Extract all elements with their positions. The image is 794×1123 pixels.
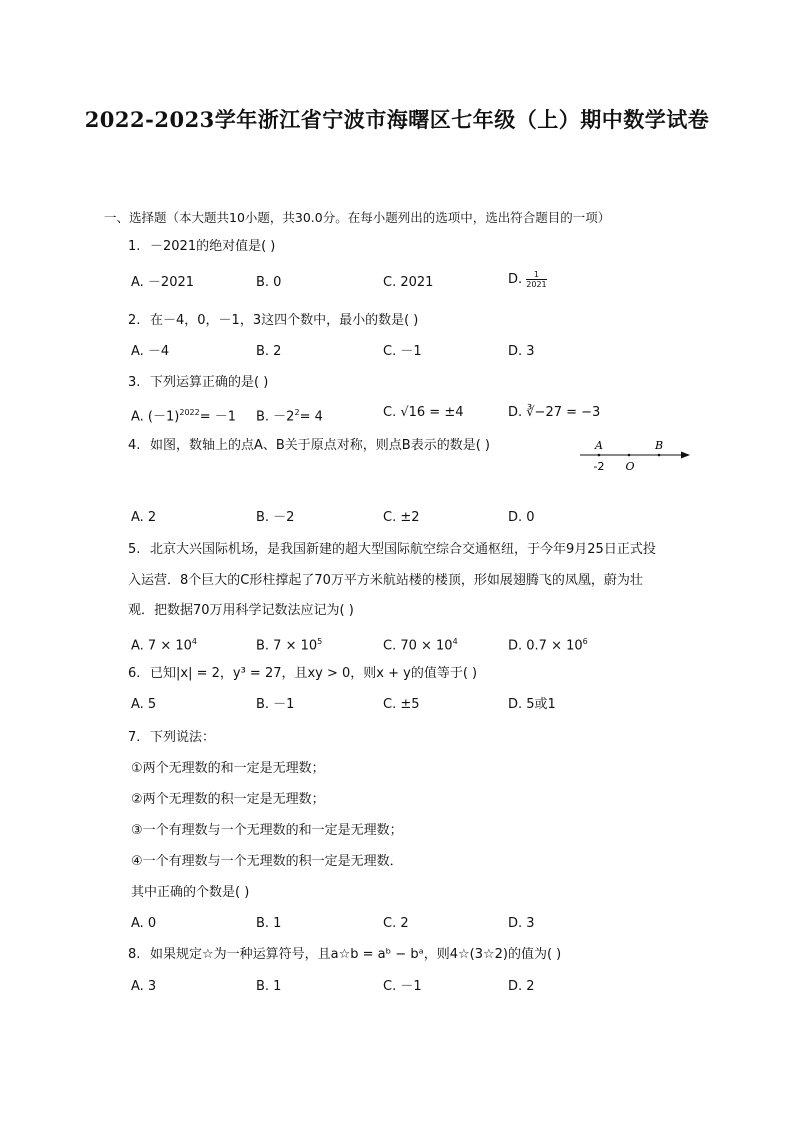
option-a-result: = －1	[199, 409, 237, 425]
option-a-base: A. 7 × 10	[131, 638, 192, 654]
question-stem: 已知|x| = 2，y³ = 27，且xy > 0，则x + y的值等于( )	[150, 666, 478, 681]
question-number: 1.	[128, 239, 141, 254]
option-d	[508, 270, 547, 289]
question-stem-line-3: 观．把数据70万用科学记数法应记为( )	[128, 603, 354, 618]
option-a: A. 0	[131, 916, 157, 931]
statement-3: ③一个有理数与一个无理数的和一定是无理数；	[131, 823, 403, 838]
option-d: D. 2	[508, 979, 535, 994]
point-a-dot	[598, 454, 601, 457]
question-number: 2.	[128, 313, 141, 328]
option-c: C. 2021	[383, 275, 434, 290]
option-b: B. 0	[256, 275, 282, 290]
question-number: 8.	[128, 947, 141, 962]
question-number: 7.	[128, 730, 141, 745]
arrow-head-icon	[681, 452, 690, 459]
question-stem: 在－4，0，－1，3这四个数中，最小的数是( )	[150, 313, 419, 328]
option-b-result: = 4	[299, 409, 323, 425]
question-5	[128, 541, 656, 559]
option-b: B. 2	[256, 344, 282, 359]
question-8	[128, 946, 561, 964]
origin-dot	[628, 454, 631, 457]
option-b-base: B. 7 × 10	[256, 638, 318, 654]
option-b: B. －2	[256, 510, 295, 525]
point-a-label: A	[595, 439, 603, 452]
fraction-denominator: 2021	[526, 280, 547, 289]
question-stem: 下列说法：	[150, 730, 216, 745]
option-b: B. －1	[256, 697, 295, 712]
option-c: C. －1	[383, 344, 422, 359]
option-d: D. 3	[508, 344, 535, 359]
question-stem: －2021的绝对值是( )	[150, 239, 276, 254]
option-a	[131, 404, 236, 426]
point-b-label: B	[654, 439, 664, 452]
option-c: C. －1	[383, 979, 422, 994]
option-a: A. 5	[131, 697, 157, 712]
option-b-base: B. －2	[256, 409, 295, 425]
option-d: D. 3	[508, 916, 535, 931]
option-a: A. －4	[131, 344, 170, 359]
statement-1: ①两个无理数的和一定是无理数；	[131, 761, 325, 776]
question-stem: 如果规定☆为一种运算符号，且a☆b = aᵇ − bᵃ，则4☆(3☆2)的值为( )	[150, 947, 562, 962]
option-c: C. ±5	[383, 697, 420, 712]
option-b: B. 1	[256, 979, 282, 994]
question-7	[128, 729, 215, 747]
option-b: B. 1	[256, 916, 282, 931]
question-stem: 如图，数轴上的点A、B关于原点对称，则点B表示的数是( )	[150, 438, 491, 453]
origin-label: O	[625, 460, 635, 473]
question-stem-line-2: 入运营．8个巨大的C形柱撑起了70万平方米航站楼的楼顶，形如展翅腾飞的凤凰，蔚为壮	[128, 573, 643, 588]
question-1	[128, 238, 275, 256]
option-d-prefix: D.	[508, 272, 527, 287]
question-number: 4.	[128, 438, 141, 453]
option-c: C. 2	[383, 916, 409, 931]
question-number: 5.	[128, 542, 141, 557]
question-stem-line-1: 北京大兴国际机场，是我国新建的超大型国际航空综合交通枢纽，于今年9月25日正式投	[150, 542, 656, 557]
question-6	[128, 665, 477, 683]
statement-4: ④一个有理数与一个无理数的积一定是无理数．	[131, 854, 403, 869]
option-d: D. 5或1	[508, 697, 556, 712]
point-b-dot	[658, 454, 661, 457]
statement-2: ②两个无理数的积一定是无理数；	[131, 792, 325, 807]
option-a: A. 3	[131, 979, 157, 994]
exponent: 4	[191, 637, 197, 646]
question-2	[128, 312, 418, 330]
option-c: C. ±2	[383, 510, 420, 525]
question-stem: 下列运算正确的是( )	[150, 375, 269, 390]
option-c	[383, 633, 458, 655]
option-b	[256, 404, 323, 426]
exponent: 5	[317, 637, 323, 646]
section-heading: 一、选择题（本大题共10小题，共30.0分。在每小题列出的选项中，选出符合题目的一项）	[104, 210, 611, 225]
number-line-figure	[578, 436, 694, 476]
option-d: D. ∛−27 = −3	[508, 405, 601, 420]
question-4	[128, 437, 490, 455]
exponent: 4	[452, 637, 458, 646]
option-a: A. 2	[131, 510, 157, 525]
option-d: D. 0	[508, 510, 535, 525]
option-d-base: D. 0.7 × 10	[508, 638, 583, 654]
option-a-base: A. (－1)	[131, 409, 180, 425]
option-c: C. √16 = ±4	[383, 405, 464, 420]
option-c-base: C. 70 × 10	[383, 638, 453, 654]
exponent: 2	[294, 408, 300, 417]
page-title: 2022-2023学年浙江省宁波市海曙区七年级（上）期中数学试卷	[84, 107, 710, 132]
option-d	[508, 633, 588, 655]
question-number: 6.	[128, 666, 141, 681]
tick-label-minus-2: -2	[593, 460, 605, 473]
exponent: 6	[582, 637, 588, 646]
option-b	[256, 633, 322, 655]
option-a: A. －2021	[131, 275, 195, 290]
question-number: 3.	[128, 375, 141, 390]
question-ask: 其中正确的个数是( )	[131, 885, 250, 900]
fraction	[526, 270, 546, 289]
question-3	[128, 374, 268, 392]
option-a	[131, 633, 197, 655]
fraction-numerator: 1	[533, 270, 539, 279]
exponent: 2022	[179, 408, 200, 417]
